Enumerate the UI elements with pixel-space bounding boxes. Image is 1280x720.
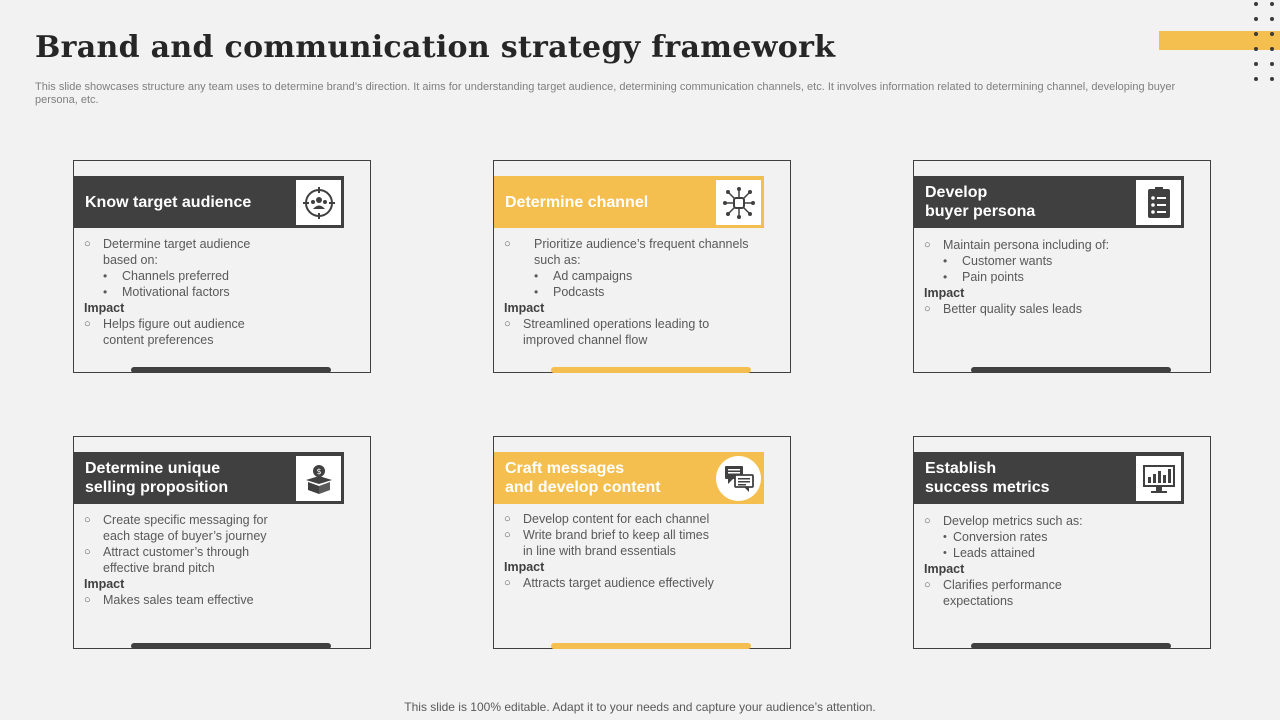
card-bottom-bar [131,367,331,373]
card-line: based on: [103,253,158,267]
impact-line: Clarifies performance [943,578,1062,592]
metrics-monitor-icon [1136,456,1181,501]
card-know-target-audience [73,160,371,373]
card-line: each stage of buyer’s journey [103,529,267,543]
impact-line: Makes sales team effective [103,593,254,607]
card-line: Write brand brief to keep all times [523,528,709,542]
card-line: Prioritize audience’s frequent channels [534,237,749,251]
card-body: ○ Create specific messaging for each stage of buyer’s journey ○ Attract customer’s through effective brand pitch Impact ○ Makes sales team effective [84,512,364,608]
impact-line: Attracts target audience effectively [523,576,714,590]
card-body: ○ Maintain persona including of: • Customer wants • Pain points Impact ○ Better quality sales leads [924,237,1204,317]
slide-title: Brand and communication strategy framework [35,30,836,65]
impact-line: content preferences [103,333,214,347]
impact-label: Impact [924,562,965,576]
card-subitem: Conversion rates [953,530,1048,544]
card-subitem: Motivational factors [122,285,230,299]
decorative-dots [1252,0,1276,84]
card-bottom-bar [551,367,751,373]
chat-messages-icon [716,456,761,501]
card-line: such as: [534,253,581,267]
card-bottom-bar [971,643,1171,649]
card-subitem: Pain points [962,270,1024,284]
impact-line: Better quality sales leads [943,302,1082,316]
card-body: ○ Determine target audience based on: • Channels preferred • Motivational factors Impact ○ Helps figure out audience content preferences [84,236,364,348]
card-subitem: Customer wants [962,254,1053,268]
card-body: ○ Prioritize audience’s frequent channels such as: • Ad campaigns • Podcasts Impact ○ Streamlined operations leading to improved channel flow [504,236,784,348]
impact-line: improved channel flow [523,333,648,347]
product-box-icon [296,456,341,501]
card-title: Determine unique selling proposition [85,460,229,496]
card-title: Determine channel [505,193,649,211]
card-line: effective brand pitch [103,561,215,575]
card-determine-channel [493,160,791,373]
card-line: Develop content for each channel [523,512,710,526]
card-bottom-bar [971,367,1171,373]
slide-subtitle: This slide showcases structure any team uses to determine brand’s direction. It aims for understanding target audience, determining communication channels, etc. It involves information related to determining channel, developing buyer persona, etc. [35,81,1176,106]
card-bottom-bar [551,643,751,649]
card-line: Determine target audience [103,237,251,251]
persona-checklist-icon [1136,180,1181,225]
card-subitem: Channels preferred [122,269,230,283]
impact-line: Streamlined operations leading to [523,317,710,331]
card-body: ○ Develop content for each channel ○ Write brand brief to keep all times in line with brand essentials Impact ○ Attracts target audience effectively [504,511,784,591]
impact-label: Impact [84,577,125,591]
impact-label: Impact [924,286,965,300]
card-bottom-bar [131,643,331,649]
card-line: Develop metrics such as: [943,514,1083,528]
network-channel-icon [716,180,761,225]
card-line: Attract customer’s through [103,545,250,559]
card-subitem: Ad campaigns [553,269,633,283]
card-subitem: Podcasts [553,285,605,299]
impact-line: expectations [943,594,1014,608]
card-body: ○ Develop metrics such as: • Conversion rates • Leads attained Impact ○ Clarifies performance expectations [924,513,1204,609]
card-line: Maintain persona including of: [943,238,1110,252]
impact-label: Impact [84,301,125,315]
card-title: Know target audience [85,193,252,211]
card-line: Create specific messaging for [103,513,268,527]
card-title: Establish success metrics [925,460,1050,496]
impact-label: Impact [504,301,545,315]
svg-text:$: $ [315,466,322,476]
card-title: Craft messages and develop content [505,460,661,496]
card-establish-success-metrics [913,436,1211,649]
card-develop-buyer-persona [913,160,1211,373]
card-unique-selling-proposition [73,436,371,649]
card-subitem: Leads attained [953,546,1036,560]
impact-label: Impact [504,560,545,574]
card-title: Develop buyer persona [925,184,1036,220]
card-craft-messages [493,436,791,649]
impact-line: Helps figure out audience [103,317,245,331]
target-audience-icon [296,180,341,225]
slide-footer: This slide is 100% editable. Adapt it to your needs and capture your audience’s attention. [404,700,876,714]
card-line: in line with brand essentials [523,544,676,558]
